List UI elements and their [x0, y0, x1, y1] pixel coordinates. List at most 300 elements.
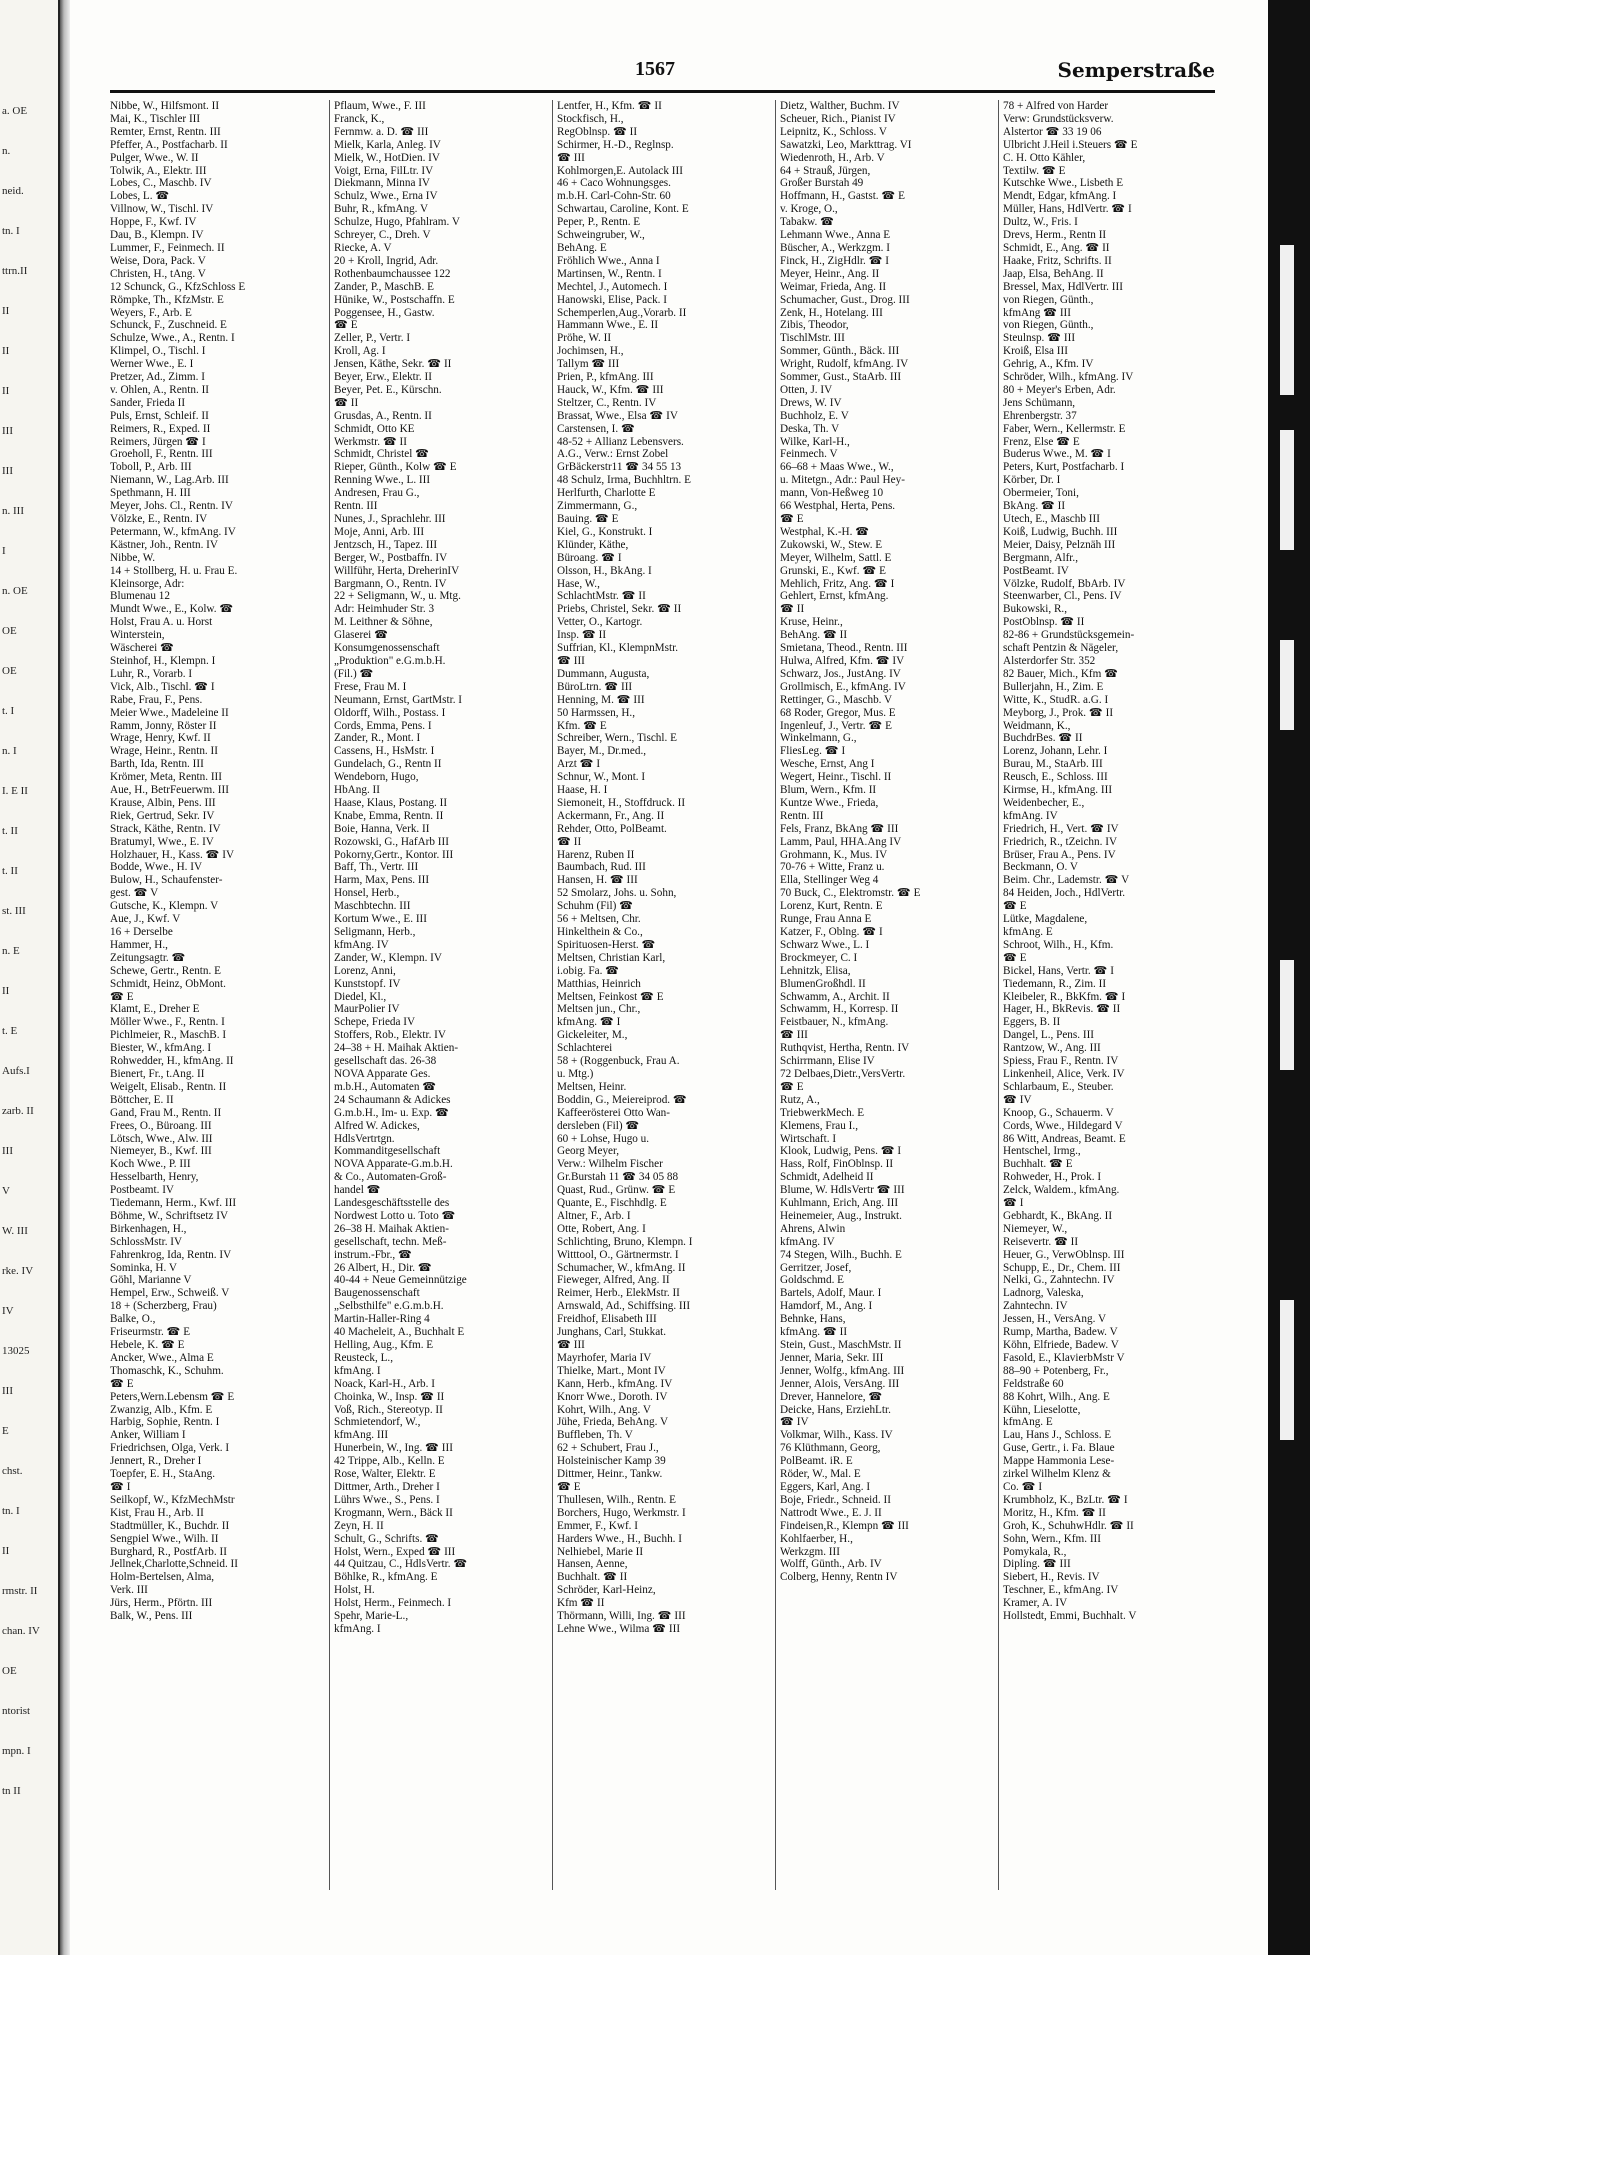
directory-entry: Burau, M., StaArb. III [1003, 758, 1103, 771]
directory-entry: Mendt, Edgar, kfmAng. I [1003, 190, 1117, 203]
directory-entry: Gehlert, Ernst, kfmAng. [780, 590, 889, 603]
directory-entry: FliesLeg. ☎ I [780, 745, 846, 758]
directory-entry: Dipling. ☎ III [1003, 1558, 1071, 1571]
directory-entry: Bayer, M., Dr.med., [557, 745, 647, 758]
directory-entry: Köhn, Elfriede, Badew. V [1003, 1339, 1119, 1351]
directory-entry: Körber, Dr. I [1003, 474, 1061, 487]
directory-entry: Zander, W., Klempn. IV [334, 951, 442, 964]
directory-entry: Dultz, W., Fris. I [1003, 216, 1078, 229]
directory-entry: Kfm. ☎ E [557, 719, 607, 732]
directory-entry: Wolff, Günth., Arb. IV [780, 1558, 882, 1571]
directory-entry: 84 Heiden, Joch., HdlVertr. [1003, 887, 1126, 900]
directory-entry: Vetter, O., Kartogr. [557, 616, 643, 629]
directory-entry: Harders Wwe., H., Buchh. I [557, 1532, 682, 1545]
directory-entry: Lorenz, Anni, [334, 964, 396, 977]
directory-entry: 82-86 + Grundstücksgemein- [1003, 629, 1135, 642]
directory-entry: Bressel, Max, HdlVertr. III [1003, 280, 1123, 293]
directory-entry: Cords, Emma, Pens. I [334, 719, 432, 732]
directory-entry: Wrage, Henry, Kwf. II [110, 732, 211, 745]
facing-page-fragment: IV [2, 1305, 14, 1317]
directory-entry: Lehne Wwe., Wilma ☎ III [557, 1622, 681, 1635]
directory-entry: Jensen, Käthe, Sekr. ☎ II [334, 358, 452, 371]
directory-entry: Brassat, Wwe., Elsa ☎ IV [557, 409, 678, 422]
directory-entry: Aue, J., Kwf. V [110, 913, 181, 926]
directory-entry: Gutsche, K., Klempn. V [110, 900, 219, 913]
directory-entry: ☎ E [780, 513, 804, 525]
directory-entry: Lötsch, Wwe., Alw. III [110, 1132, 213, 1145]
directory-entry: Zeitungsagtr. ☎ [110, 951, 186, 964]
facing-page-fragment: rmstr. II [2, 1585, 38, 1597]
directory-entry: Pfeffer, A., Postfacharb. II [110, 138, 228, 151]
directory-entry: Jens Schümann, [1003, 396, 1076, 409]
directory-entry: Spiess, Frau F., Rentn. IV [1003, 1055, 1119, 1068]
directory-entry: 72 Delbaes,Dietr.,VersVertr. [780, 1067, 906, 1080]
directory-entry: Kleinsorge, Adr: [110, 577, 185, 590]
directory-entry: Knoop, G., Schauerm. V [1003, 1106, 1114, 1119]
directory-entry: Stadtmüller, K., Buchdr. II [110, 1519, 230, 1532]
directory-entry: 44 Quitzau, C., HdlsVertr. ☎ [334, 1558, 468, 1571]
directory-entry: mann, Von-Heßweg 10 [780, 487, 884, 500]
directory-entry: Hollstedt, Emmi, Buchhalt. V [1003, 1610, 1137, 1623]
directory-entry: Fieweger, Alfred, Ang. II [557, 1274, 670, 1287]
directory-entry: C. H. Otto Kähler, [1003, 151, 1086, 164]
directory-entry: Nordwest Lotto u. Toto ☎ [334, 1209, 456, 1222]
directory-entry: Heuer, G., VerwOblnsp. III [1003, 1248, 1125, 1261]
directory-entry: Jellnek,Charlotte,Schneid. II [110, 1558, 239, 1571]
directory-entry: Meier Wwe., Madeleine II [110, 706, 229, 719]
facing-page-gutter [0, 0, 60, 1955]
directory-entry: Schult, G., Schrifts. ☎ [334, 1532, 439, 1545]
directory-entry: Witte, K., StudR. a.G. I [1003, 693, 1109, 706]
directory-entry: Kirmse, H., kfmAng. III [1003, 784, 1113, 797]
directory-entry: Leipnitz, K., Schloss. V [780, 125, 888, 138]
directory-entry: Ahrens, Alwin [780, 1222, 846, 1235]
facing-page-fragment: III [2, 465, 13, 477]
directory-entry: Emmer, F., Kwf. I [557, 1519, 638, 1532]
directory-entry: Martinsen, W., Rentn. I [557, 267, 662, 280]
directory-entry: Völzke, E., Rentn. IV [110, 513, 208, 525]
directory-entry: Gebhardt, K., BkAng. II [1003, 1209, 1113, 1222]
directory-entry: Klemens, Frau I., [780, 1119, 858, 1132]
directory-entry: PolBeamt. iR. E [780, 1455, 853, 1468]
directory-entry: 42 Trippe, Alb., Kelln. E [334, 1455, 445, 1468]
directory-entry: Rutz, A., [780, 1093, 820, 1106]
directory-entry: Choinka, W., Insp. ☎ II [334, 1390, 445, 1403]
directory-entry: Schwartau, Caroline, Kont. E [557, 203, 689, 216]
directory-entry: Mielk, W., HotDien. IV [334, 151, 440, 164]
directory-entry: Ackermann, Fr., Ang. II [557, 809, 665, 822]
directory-entry: Wesche, Ernst, Ang I [780, 758, 875, 771]
directory-entry: Bulow, H., Schaufenster- [110, 874, 223, 887]
directory-entry: Poggensee, H., Gastw. [334, 306, 435, 319]
directory-entry: Schmidt, Otto KE [334, 422, 415, 435]
directory-entry: Mielk, Karla, Anleg. IV [334, 138, 441, 151]
directory-entry: Boje, Friedr., Schneid. II [780, 1493, 891, 1506]
directory-entry: Kann, Herb., kfmAng. IV [557, 1377, 673, 1390]
directory-entry: 58 + (Roggenbuck, Frau A. [557, 1055, 680, 1068]
directory-entry: Prien, P., kfmAng. III [557, 371, 654, 384]
directory-entry: Gr.Burstah 11 ☎ 34 05 88 [557, 1171, 679, 1184]
directory-entry: Junghans, Carl, Stukkat. [557, 1326, 667, 1339]
directory-entry: G.m.b.H., Im- u. Exp. ☎ [334, 1106, 449, 1119]
directory-entry: Burghard, R., PostfArb. II [110, 1545, 227, 1558]
directory-entry: Moje, Anni, Arb. III [334, 525, 425, 538]
directory-entry: 70 Buck, C., Elektromstr. ☎ E [780, 887, 921, 900]
directory-entry: Nibbe, W. [110, 551, 156, 564]
directory-entry: Brüser, Frau A., Pens. IV [1003, 848, 1116, 861]
directory-entry: Werkzgm. III [780, 1545, 840, 1558]
directory-entry: Niemeyer, W., [1003, 1222, 1068, 1235]
facing-page-fragment: t. II [2, 865, 18, 877]
directory-entry: 48-52 + Allianz Lebensvers. [557, 435, 684, 448]
directory-entry: gest. ☎ V [110, 887, 159, 900]
directory-entry: v. Kroge, O., [780, 203, 838, 216]
directory-entry: HbAng. II [334, 784, 380, 797]
directory-entry: ☎ IV [780, 1416, 809, 1429]
directory-entry: Thörmann, Willi, Ing. ☎ III [557, 1610, 686, 1623]
facing-page-fragment: OE [2, 1665, 17, 1677]
directory-entry: Bickel, Hans, Vertr. ☎ I [1003, 964, 1114, 977]
directory-entry: Holst, H. [334, 1584, 375, 1597]
directory-entry: Drevs, Herm., Rentn II [1003, 229, 1107, 242]
directory-entry: Stockfisch, H., [557, 112, 624, 125]
directory-entry: Schuhm (Fil) ☎ [557, 900, 634, 913]
directory-entry: Schulze, Hugo, Pfahlram. V [334, 216, 460, 229]
directory-entry: i.obig. Fa. ☎ [557, 964, 620, 977]
directory-entry: Hansen, Aenne, [557, 1558, 628, 1571]
directory-entry: Zibis, Theodor, [780, 319, 849, 332]
directory-entry: Tiedemann, Herm., Kwf. III [110, 1197, 237, 1210]
directory-entry: Riek, Gertrud, Sekr. IV [110, 809, 215, 822]
facing-page-fragment: n. [2, 145, 11, 157]
directory-entry: Landesgeschäftsstelle des [334, 1197, 450, 1210]
directory-entry: Scheuer, Rich., Pianist IV [780, 112, 896, 125]
directory-entry: Dummann, Augusta, [557, 667, 650, 680]
directory-entry: Lobes, C., Maschb. IV [110, 177, 212, 190]
directory-entry: Matthias, Heinrich [557, 977, 641, 990]
directory-entry: Peters, Kurt, Postfacharb. I [1003, 461, 1125, 474]
directory-entry: Schreyer, C., Dreh. V [334, 229, 431, 242]
directory-entry: dersleben (Fil) ☎ [557, 1119, 640, 1132]
facing-page-fragment: st. III [2, 905, 26, 917]
directory-entry: Jaap, Elsa, BehAng. II [1003, 267, 1104, 280]
directory-entry: Kaffeerösterei Otto Wan- [557, 1106, 670, 1119]
directory-entry: Toboll, P., Arb. III [110, 461, 192, 474]
directory-entry: Buchhalt. ☎ II [557, 1571, 628, 1584]
directory-entry: Rohwedder, H., kfmAng. II [110, 1055, 234, 1068]
directory-entry: 24–38 + H. Maihak Aktien- [334, 1042, 459, 1055]
directory-entry: Krumbholz, K., BzLtr. ☎ I [1003, 1493, 1128, 1506]
directory-entry: Lehnitzk, Elisa, [780, 964, 851, 977]
facing-page-fragment: II [2, 345, 10, 357]
directory-entry: Zander, R., Mont. I [334, 732, 421, 745]
directory-entry: 62 + Schubert, Frau J., [557, 1442, 659, 1455]
directory-entry: Hass, Rolf, FinOblnsp. II [780, 1158, 894, 1171]
directory-entry: Schlachterei [557, 1042, 613, 1055]
directory-entry: Schmidt, E., Ang. ☎ II [1003, 241, 1110, 254]
directory-entry: Haase, Klaus, Postang. II [334, 796, 448, 809]
directory-entry: Wegert, Heinr., Tischl. II [780, 771, 892, 784]
directory-entry: Mehlich, Fritz, Ang. ☎ I [780, 577, 895, 590]
directory-entry: Schulz, Wwe., Erna IV [334, 190, 438, 203]
directory-entry: Jentzsch, H., Tapez. III [334, 538, 438, 551]
directory-entry: Pretzer, Ad., Zimm. I [110, 371, 205, 384]
directory-entry: Kfm ☎ II [557, 1597, 605, 1610]
directory-entry: 16 + Derselbe [110, 926, 173, 938]
directory-entry: Strack, Käthe, Rentn. IV [110, 822, 221, 835]
directory-entry: Wright, Rudolf, kfmAng. IV [780, 358, 909, 371]
directory-entry: Schlichting, Bruno, Klempn. I [557, 1235, 693, 1248]
directory-entry: Holst, Herm., Feinmech. I [334, 1597, 452, 1610]
directory-entry: ☎ E [1003, 900, 1027, 913]
directory-entry: BkAng. ☎ II [1003, 500, 1066, 513]
directory-entry: Hammer, H., [110, 938, 168, 951]
directory-entry: kfmAng. ☎ II [780, 1326, 848, 1339]
directory-entry: Grohmann, K., Mus. IV [780, 848, 888, 861]
directory-entry: Holzhauer, H., Kass. ☎ IV [110, 848, 235, 861]
directory-entry: Steltzer, C., Rentn. IV [557, 396, 657, 409]
directory-entry: Martin-Haller-Ring 4 [334, 1313, 430, 1326]
directory-entry: ☎ III [557, 1339, 585, 1351]
directory-entry: TischlMstr. III [780, 332, 845, 345]
header-rule [110, 90, 1215, 93]
facing-page-fragment: rke. IV [2, 1265, 34, 1277]
directory-entry: 22 + Seligmann, W., u. Mtg. [334, 590, 461, 603]
directory-entry: kfmAng. IV [334, 938, 389, 951]
directory-entry: Meyborg, J., Prok. ☎ II [1003, 706, 1114, 719]
directory-entry: Hanowski, Elise, Pack. I [557, 293, 667, 306]
directory-entry: Werner Wwe., E. I [110, 358, 194, 371]
directory-entry: Peters,Wern.Lebensm ☎ E [110, 1390, 235, 1403]
directory-entry: Steulnsp. ☎ III [1003, 332, 1076, 345]
directory-entry: Lentfer, H., Kfm. ☎ II [557, 100, 662, 112]
directory-entry: 78 + Alfred von Harder [1003, 100, 1109, 112]
directory-entry: Wäscherei ☎ [110, 642, 174, 655]
directory-entry: Honsel, Herb., [334, 887, 400, 900]
directory-entry: A.G., Verw.: Ernst Zobel [557, 448, 669, 461]
directory-entry: Haase, H. I [557, 784, 608, 797]
facing-page-fragment: zarb. II [2, 1105, 34, 1117]
directory-entry: Behnke, Hans, [780, 1313, 846, 1326]
directory-columns [110, 100, 1215, 1890]
directory-entry: Schmietendorf, W., [334, 1416, 421, 1429]
facing-page-fragment: ttrn.II [2, 265, 28, 277]
directory-entry: Gundelach, G., Rentn II [334, 758, 442, 771]
directory-entry: Hager, H., BkRevis. ☎ II [1003, 1003, 1121, 1016]
facing-page-fragment: II [2, 385, 10, 397]
directory-entry: Hansen, H. ☎ III [557, 874, 638, 887]
directory-entry: Noack, Karl-H., Arb. I [334, 1377, 435, 1390]
directory-entry: gesellschaft das. 26-38 [334, 1055, 437, 1068]
directory-entry: Fahrenkrog, Ida, Rentn. IV [110, 1248, 232, 1261]
directory-entry: Wilke, Karl-H., [780, 435, 850, 448]
directory-entry: Reisevertr. ☎ II [1003, 1235, 1079, 1248]
directory-entry: Grollmisch, E., kfmAng. IV [780, 680, 906, 693]
directory-entry: Klamt, E., Dreher E [110, 1003, 200, 1016]
directory-entry: Rozowski, G., HafArb III [334, 835, 449, 848]
directory-entry: Bratumyl, Wwe., E. IV [110, 835, 214, 848]
directory-entry: Mechtel, J., Automech. I [557, 280, 668, 293]
directory-entry: Biester, W., kfmAng. I [110, 1042, 212, 1055]
directory-entry: Villnow, W., Tischl. IV [110, 203, 214, 216]
directory-entry: Puls, Ernst, Schleif. II [110, 409, 209, 422]
directory-entry: 88 Kohrt, Wilh., Ang. E [1003, 1390, 1110, 1403]
facing-page-fragment: n. OE [2, 585, 28, 597]
directory-entry: Baff, Th., Vertr. III [334, 861, 419, 874]
directory-entry: 48 Schulz, Irma, Buchhltrn. E [557, 474, 691, 487]
directory-entry: Zenk, H., Hotelang. III [780, 306, 883, 319]
directory-entry: Sominka, H. V [110, 1261, 177, 1274]
directory-entry: Otte, Robert, Ang. I [557, 1222, 646, 1235]
directory-entry: Reimers, Jürgen ☎ I [110, 435, 206, 448]
directory-entry: Holst, Wern., Exped ☎ III [334, 1545, 456, 1558]
directory-entry: Gerritzer, Josef, [780, 1261, 852, 1274]
directory-entry: Bartels, Adolf, Maur. I [780, 1287, 882, 1300]
directory-entry: Boddin, G., Meiereiprod. ☎ [557, 1093, 687, 1106]
directory-entry: Vick, Alb., Tischl. ☎ I [110, 680, 215, 693]
directory-entry: Koiß, Ludwig, Buchh. III [1003, 525, 1118, 538]
directory-entry: u. Mtg.) [557, 1067, 594, 1080]
directory-entry: Kühn, Lieselotte, [1003, 1403, 1081, 1416]
directory-entry: Lobes, L. ☎ [110, 190, 170, 203]
directory-entry: ☎ E [557, 1480, 581, 1493]
directory-entry: Holsteinischer Kamp 39 [557, 1455, 666, 1468]
directory-entry: 46 + Caco Wohnungsges. [557, 177, 671, 190]
directory-entry: 56 + Meltsen, Chr. [557, 913, 641, 926]
directory-entry: Knorr Wwe., Doroth. IV [557, 1390, 668, 1403]
directory-entry: Volkmar, Wilh., Kass. IV [780, 1429, 893, 1442]
directory-entry: Anker, William I [110, 1429, 186, 1442]
directory-entry: 86 Witt, Andreas, Beamt. E [1003, 1132, 1126, 1145]
directory-entry: Schulze, Wwe., A., Rentn. I [110, 332, 235, 345]
directory-entry: Lamm, Paul, HHA.Ang IV [780, 835, 902, 848]
directory-entry: Ingenleuf, J., Vertr. ☎ E [780, 719, 892, 732]
directory-entry: kfmAng. IV [1003, 809, 1058, 822]
directory-entry: 12 Schunck, G., KfzSchloss E [110, 280, 246, 293]
directory-entry: Reimer, Herb., ElekMstr. II [557, 1287, 680, 1300]
directory-entry: Petermann, W., kfmAng. IV [110, 525, 236, 538]
directory-entry: ☎ I [110, 1480, 131, 1493]
directory-entry: Kiel, G., Konstrukt. I [557, 525, 653, 538]
directory-entry: Postbeamt. IV [110, 1184, 175, 1197]
directory-entry: Schwamm, A., Archit. II [780, 990, 890, 1003]
directory-entry: Goldschmd. E [780, 1274, 845, 1287]
directory-entry: Oldorff, Wilh., Postass. I [334, 706, 446, 719]
directory-entry: 80 + Meyer's Erben, Adr. [1003, 383, 1116, 396]
directory-entry: Wiedenroth, H., Arb. V [780, 151, 885, 164]
directory-entry: PostOblnsp. ☎ II [1003, 616, 1085, 629]
directory-entry: zirkel Wilhelm Klenz & [1003, 1468, 1111, 1481]
directory-entry: TriebwerkMech. E [780, 1106, 865, 1119]
directory-entry: Riecke, A. V [334, 241, 392, 254]
directory-entry: ☎ III [557, 654, 585, 667]
directory-entry: Weidmann, K., [1003, 719, 1071, 732]
directory-entry: Friedrich, R., tZeichn. IV [1003, 835, 1118, 848]
directory-entry: Suffrian, Kl., KlempnMstr. [557, 642, 678, 655]
directory-entry: ☎ E [110, 990, 134, 1003]
column-3 [552, 100, 773, 1890]
directory-entry: NOVA Apparate-G.m.b.H. [334, 1158, 453, 1171]
directory-entry: Mayrhofer, Maria IV [557, 1351, 652, 1364]
directory-entry: kfmAng. IV [780, 1235, 835, 1248]
directory-entry: Schewe, Gertr., Rentn. E [110, 964, 221, 977]
directory-entry: Buffleben, Th. V [557, 1429, 633, 1442]
directory-entry: Heinemeier, Aug., Instrukt. [780, 1209, 902, 1222]
directory-entry: Groeholl, F., Rentn. III [110, 448, 213, 461]
directory-entry: Bodde, Wwe., H. IV [110, 861, 203, 874]
directory-entry: ☎ E [1003, 951, 1027, 964]
directory-entry: MaurPolier IV [334, 1003, 400, 1016]
directory-entry: Zeller, P., Vertr. I [334, 332, 411, 345]
column-2 [329, 100, 550, 1890]
directory-entry: Nunes, J., Sprachlehr. III [334, 513, 446, 525]
directory-entry: Herlfurth, Charlotte E [557, 487, 656, 500]
directory-entry: Frenz, Else ☎ E [1003, 435, 1080, 448]
directory-entry: kfmAng. E [1003, 926, 1053, 938]
directory-entry: Beyer, Pet. E., Kürschn. [334, 383, 442, 396]
directory-entry: Jenner, Alois, VersAng. III [780, 1377, 900, 1390]
facing-page-fragment: n. III [2, 505, 24, 517]
directory-entry: Peper, P., Rentn. E [557, 216, 641, 229]
directory-entry: Jenner, Maria, Sekr. III [780, 1351, 884, 1364]
directory-entry: Franck, K., [334, 112, 385, 125]
facing-page-fragment: E [2, 1425, 9, 1437]
directory-entry: Diedel, Kl., [334, 990, 387, 1003]
directory-entry: Frees, O., Büroang. III [110, 1119, 212, 1132]
directory-entry: Kästner, Joh., Rentn. IV [110, 538, 218, 551]
directory-entry: von Riegen, Günth., [1003, 319, 1094, 332]
directory-entry: Schmidt, Adelheid II [780, 1171, 874, 1184]
directory-entry: Friedrich, H., Vert. ☎ IV [1003, 822, 1119, 835]
directory-entry: Thomaschk, K., Schuhm. [110, 1364, 224, 1377]
directory-entry: Lorenz, Johann, Lehr. I [1003, 745, 1108, 758]
directory-entry: Textilw. ☎ E [1003, 164, 1066, 177]
directory-entry: Pomykala, R., [1003, 1545, 1067, 1558]
directory-entry: Schroot, Wilh., H., Kfm. [1003, 938, 1114, 951]
directory-entry: Schirrmann, Elise IV [780, 1055, 875, 1068]
directory-entry: Seilkopf, W., KfzMechMstr [110, 1493, 235, 1506]
directory-entry: 50 Harmssen, H., [557, 706, 635, 719]
column-1 [110, 100, 328, 1890]
directory-entry: Henning, M. ☎ III [557, 693, 645, 706]
book-spine-shadow [60, 0, 70, 1955]
directory-entry: Meltsen, Christian Karl, [557, 951, 666, 964]
directory-entry: Ehrenbergstr. 37 [1003, 409, 1077, 422]
facing-page-fragment: II [2, 985, 10, 997]
directory-entry: Schepe, Frieda IV [334, 1016, 416, 1029]
directory-entry: Utech, E., Maschb III [1003, 513, 1100, 525]
directory-entry: Krömer, Meta, Rentn. III [110, 771, 223, 784]
directory-entry: Müller, Hans, HdlVertr. ☎ I [1003, 203, 1132, 216]
directory-entry: (Fil.) ☎ [334, 667, 374, 680]
directory-entry: Zimmermann, G., [557, 500, 638, 513]
directory-entry: Klimpel, O., Tischl. I [110, 345, 206, 358]
directory-entry: Runge, Frau Anna E [780, 913, 872, 926]
directory-entry: Schwamm, H., Korresp. II [780, 1003, 899, 1016]
directory-entry: Krogmann, Wern., Bäck II [334, 1506, 453, 1519]
directory-entry: Rentn. III [334, 500, 378, 513]
directory-entry: Eggers, B. II [1003, 1016, 1061, 1029]
directory-entry: Alstertor ☎ 33 19 06 [1003, 125, 1102, 138]
directory-entry: Sommer, Günth., Bäck. III [780, 345, 900, 358]
directory-entry: Zeyn, H. II [334, 1519, 384, 1532]
directory-entry: kfmAng. I [334, 1622, 381, 1635]
directory-entry: Sohn, Wern., Kfm. III [1003, 1532, 1102, 1545]
directory-entry: Weise, Dora, Pack. V [110, 254, 206, 267]
directory-entry: Dangel, L., Pens. III [1003, 1029, 1095, 1042]
page-header [110, 58, 1215, 88]
directory-entry: Lau, Hans J., Schloss. E [1003, 1429, 1112, 1442]
